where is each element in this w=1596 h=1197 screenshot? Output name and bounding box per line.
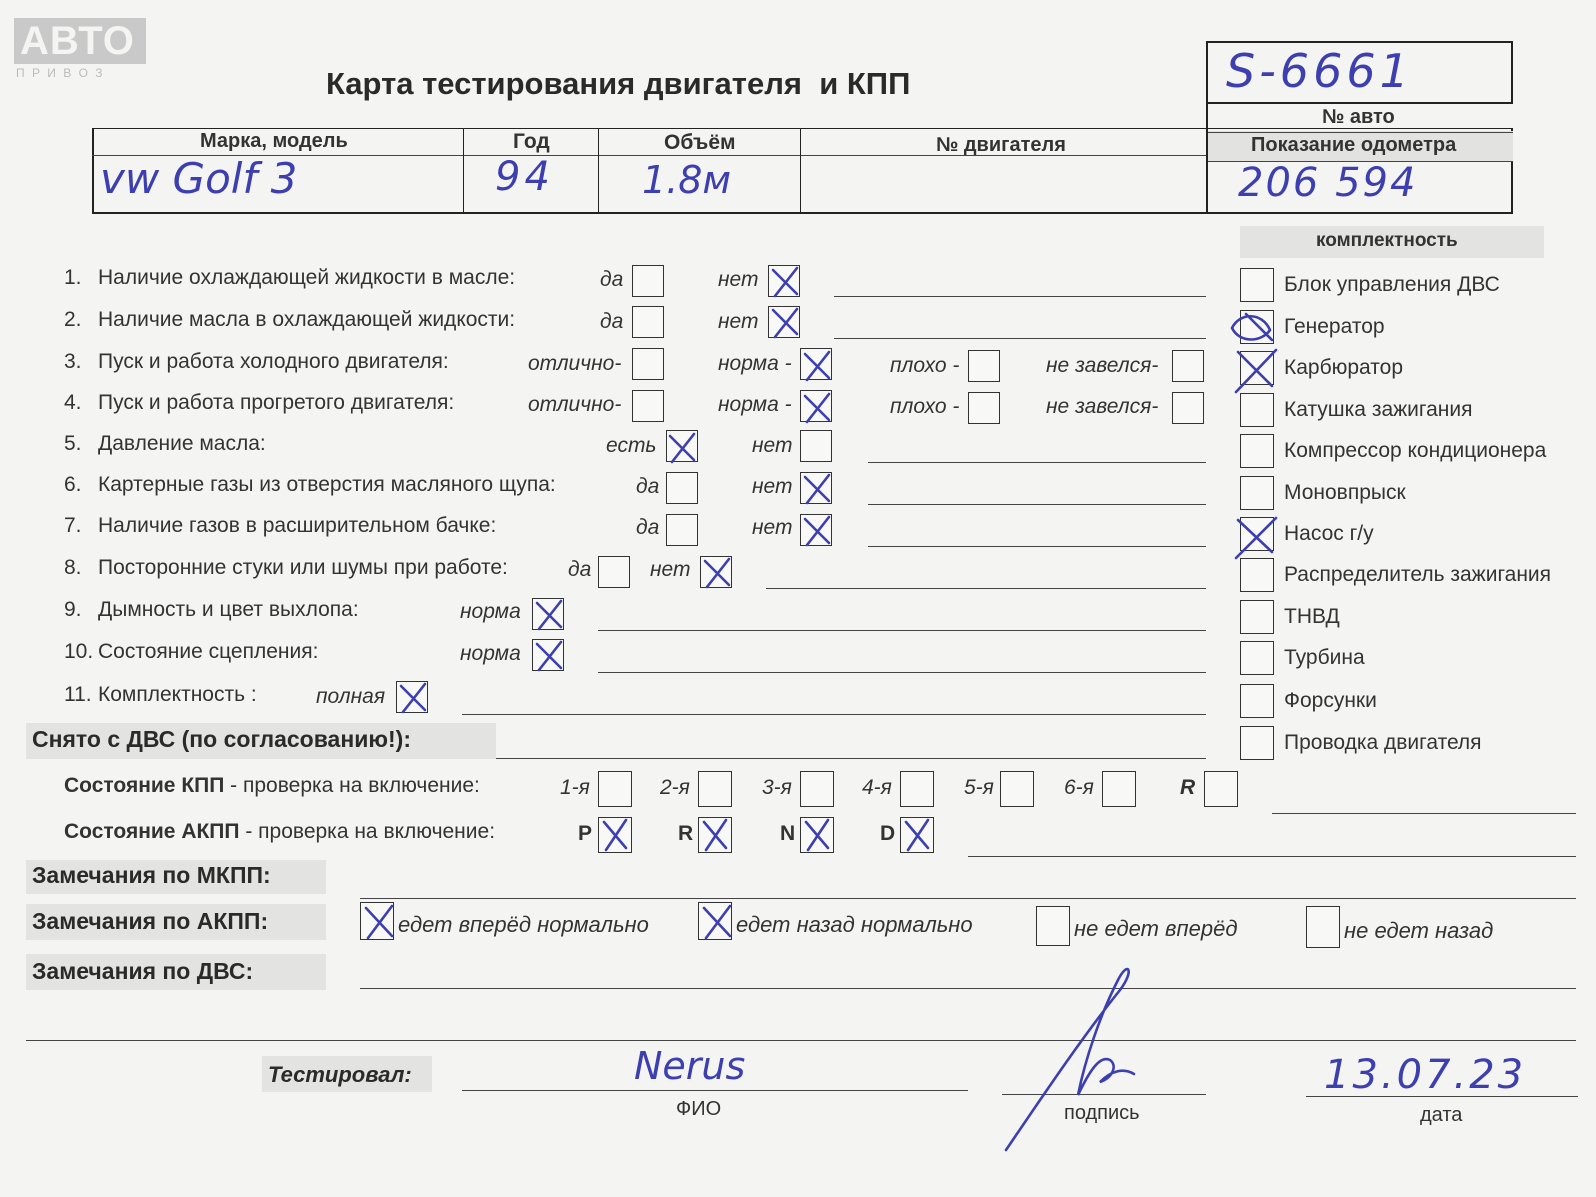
year-label: Год bbox=[513, 130, 550, 153]
logo-subtext: П Р И В О З bbox=[16, 66, 105, 80]
tested-by-label: Тестировал: bbox=[268, 1062, 412, 1087]
q4-text: Пуск и работа прогретого двигателя: bbox=[98, 391, 455, 414]
remarks-akpp-label: Замечания по АКПП: bbox=[32, 908, 269, 934]
q4-opt-bad: плохо - bbox=[890, 395, 960, 418]
comp-injectors-label: Форсунки bbox=[1284, 689, 1377, 712]
q3-opt-normal: норма - bbox=[718, 352, 792, 375]
akpp-no-backward-label: не едет назад bbox=[1344, 918, 1494, 943]
fio-label: ФИО bbox=[676, 1098, 722, 1120]
q6-no-check-icon bbox=[805, 475, 829, 503]
q6-text: Картерные газы из отверстия масляного щупа: bbox=[98, 473, 556, 496]
completeness-title: комплектность bbox=[1316, 230, 1458, 251]
kpp-gear-1-label: 1-я bbox=[560, 776, 590, 799]
q4-number: 4. bbox=[64, 391, 82, 414]
akpp-r-label: R bbox=[678, 822, 694, 845]
akpp-forward-ok-label: едет вперёд нормально bbox=[398, 912, 649, 937]
comp-turbine-label: Турбина bbox=[1284, 646, 1365, 669]
q3-normal-check-icon bbox=[805, 352, 829, 380]
model-label: Марка, модель bbox=[200, 130, 348, 152]
q8-number: 8. bbox=[64, 556, 82, 579]
q9-opt-normal: норма bbox=[460, 600, 521, 623]
q7-number: 7. bbox=[64, 514, 82, 537]
q6-opt-no: нет bbox=[752, 475, 793, 498]
backward-ok-check-icon bbox=[704, 906, 730, 938]
akpp-p-check-icon bbox=[604, 820, 626, 850]
q5-number: 5. bbox=[64, 432, 82, 455]
q3-number: 3. bbox=[64, 350, 82, 373]
date-label: дата bbox=[1420, 1104, 1463, 1126]
q4-opt-normal: норма - bbox=[718, 393, 792, 416]
comp-carburetor-label: Карбюратор bbox=[1284, 356, 1404, 379]
comp-generator-label: Генератор bbox=[1284, 315, 1385, 338]
comp-ignition-coil-label: Катушка зажигания bbox=[1284, 398, 1473, 421]
comp-ac-compressor-label: Компрессор кондиционера bbox=[1284, 439, 1547, 462]
q10-text: Состояние сцепления: bbox=[98, 640, 319, 663]
q5-opt-yes: есть bbox=[606, 434, 657, 457]
akpp-backward-ok-label: едет назад нормально bbox=[736, 912, 973, 937]
volume-value: 1.8м bbox=[642, 158, 732, 202]
akpp-no-forward-label: не едет вперёд bbox=[1074, 916, 1238, 941]
q1-opt-no: нет bbox=[718, 268, 759, 291]
q6-opt-yes: да bbox=[636, 475, 660, 498]
q10-number: 10. bbox=[64, 640, 94, 663]
kpp-label: Состояние КПП - проверка на включение: bbox=[64, 774, 480, 797]
kpp-gear-3-label: 3-я bbox=[762, 776, 792, 799]
q3-opt-excellent: отлично- bbox=[528, 352, 622, 375]
odometer-value: 206 594 bbox=[1238, 160, 1418, 206]
akpp-n-label: N bbox=[780, 822, 796, 845]
q7-opt-yes: да bbox=[636, 516, 660, 539]
carburetor-check-icon bbox=[1236, 350, 1276, 392]
q7-opt-no: нет bbox=[752, 516, 793, 539]
kpp-gear-2-label: 2-я bbox=[660, 776, 690, 799]
q8-text: Посторонние стуки или шумы при работе: bbox=[98, 556, 508, 579]
q8-no-check-icon bbox=[705, 559, 729, 587]
comp-wiring-label: Проводка двигателя bbox=[1284, 731, 1482, 754]
q10-opt-normal: норма bbox=[460, 642, 521, 665]
q1-number: 1. bbox=[64, 266, 82, 289]
q11-full-check-icon bbox=[401, 684, 425, 712]
q10-normal-check-icon bbox=[537, 642, 561, 670]
year-value: 94 bbox=[495, 154, 554, 200]
q1-opt-yes: да bbox=[600, 268, 624, 291]
q11-text: Комплектность : bbox=[98, 683, 257, 706]
q5-yes-check-icon bbox=[670, 434, 694, 462]
akpp-label: Состояние АКПП - проверка на включение: bbox=[64, 820, 496, 843]
remarks-dvs-label: Замечания по ДВС: bbox=[32, 958, 254, 984]
akpp-p-label: P bbox=[578, 822, 593, 845]
auto-number-label: № авто bbox=[1322, 106, 1395, 128]
comp-ps-pump-label: Насос г/у bbox=[1284, 522, 1374, 545]
q3-text: Пуск и работа холодного двигателя: bbox=[98, 350, 449, 373]
q2-text: Наличие масла в охлаждающей жидкости: bbox=[98, 308, 516, 331]
volume-label: Объём bbox=[664, 131, 736, 154]
q7-text: Наличие газов в расширительном бачке: bbox=[98, 514, 497, 537]
auto-number-value: S-6661 bbox=[1226, 44, 1413, 98]
akpp-d-label: D bbox=[880, 822, 896, 845]
q4-normal-check-icon bbox=[805, 394, 829, 422]
q4-opt-no-start: не завелся- bbox=[1046, 395, 1159, 418]
q11-number: 11. bbox=[64, 683, 92, 706]
q1-no-check-icon bbox=[773, 268, 797, 296]
q2-no-check-icon bbox=[773, 309, 797, 337]
kpp-gear-5-label: 5-я bbox=[964, 776, 994, 799]
q8-opt-no: нет bbox=[650, 558, 691, 581]
q2-number: 2. bbox=[64, 308, 82, 331]
q7-no-check-icon bbox=[805, 517, 829, 545]
kpp-gear-6-label: 6-я bbox=[1064, 776, 1094, 799]
ps-pump-check-icon bbox=[1236, 518, 1276, 558]
q3-opt-bad: плохо - bbox=[890, 354, 960, 377]
model-value: vw Golf 3 bbox=[100, 154, 298, 203]
q5-text: Давление масла: bbox=[98, 432, 266, 455]
q5-opt-no: нет bbox=[752, 434, 793, 457]
comp-mono-injection-label: Моновпрыск bbox=[1284, 481, 1406, 504]
q11-opt-full: полная bbox=[316, 685, 386, 708]
comp-tnvd-label: ТНВД bbox=[1284, 605, 1340, 628]
akpp-r-check-icon bbox=[704, 820, 726, 850]
q3-opt-no-start: не завелся- bbox=[1046, 354, 1159, 377]
engine-number-label: № двигателя bbox=[936, 134, 1066, 156]
page-title: Карта тестирования двигателя и КПП bbox=[326, 66, 911, 101]
kpp-gear-4-label: 4-я bbox=[862, 776, 892, 799]
date-value: 13.07.23 bbox=[1324, 1052, 1527, 1098]
q6-number: 6. bbox=[64, 473, 82, 496]
tester-name-value: Nerus bbox=[634, 1044, 746, 1088]
odometer-label: Показание одометра bbox=[1251, 134, 1457, 156]
q9-text: Дымность и цвет выхлопа: bbox=[98, 598, 359, 621]
signature-label: подпись bbox=[1064, 1102, 1140, 1124]
generator-check-icon bbox=[1232, 314, 1272, 340]
akpp-n-check-icon bbox=[806, 820, 828, 850]
q9-number: 9. bbox=[64, 598, 82, 621]
akpp-d-check-icon bbox=[906, 820, 928, 850]
forward-ok-check-icon bbox=[366, 906, 392, 938]
q8-opt-yes: да bbox=[568, 558, 592, 581]
remarks-mkpp-label: Замечания по МКПП: bbox=[32, 862, 271, 888]
q2-opt-no: нет bbox=[718, 310, 759, 333]
logo-text: АВТО bbox=[20, 19, 135, 63]
kpp-gear-r-label: R bbox=[1180, 776, 1196, 799]
q2-opt-yes: да bbox=[600, 310, 624, 333]
q1-text: Наличие охлаждающей жидкости в масле: bbox=[98, 266, 516, 289]
q9-normal-check-icon bbox=[537, 601, 561, 629]
signature-icon bbox=[1006, 969, 1134, 1150]
comp-ecu-label: Блок управления ДВС bbox=[1284, 273, 1500, 296]
comp-distributor-label: Распределитель зажигания bbox=[1284, 563, 1552, 586]
removed-label: Снято с ДВС (по согласованию!): bbox=[32, 726, 411, 752]
q4-opt-excellent: отлично- bbox=[528, 393, 622, 416]
